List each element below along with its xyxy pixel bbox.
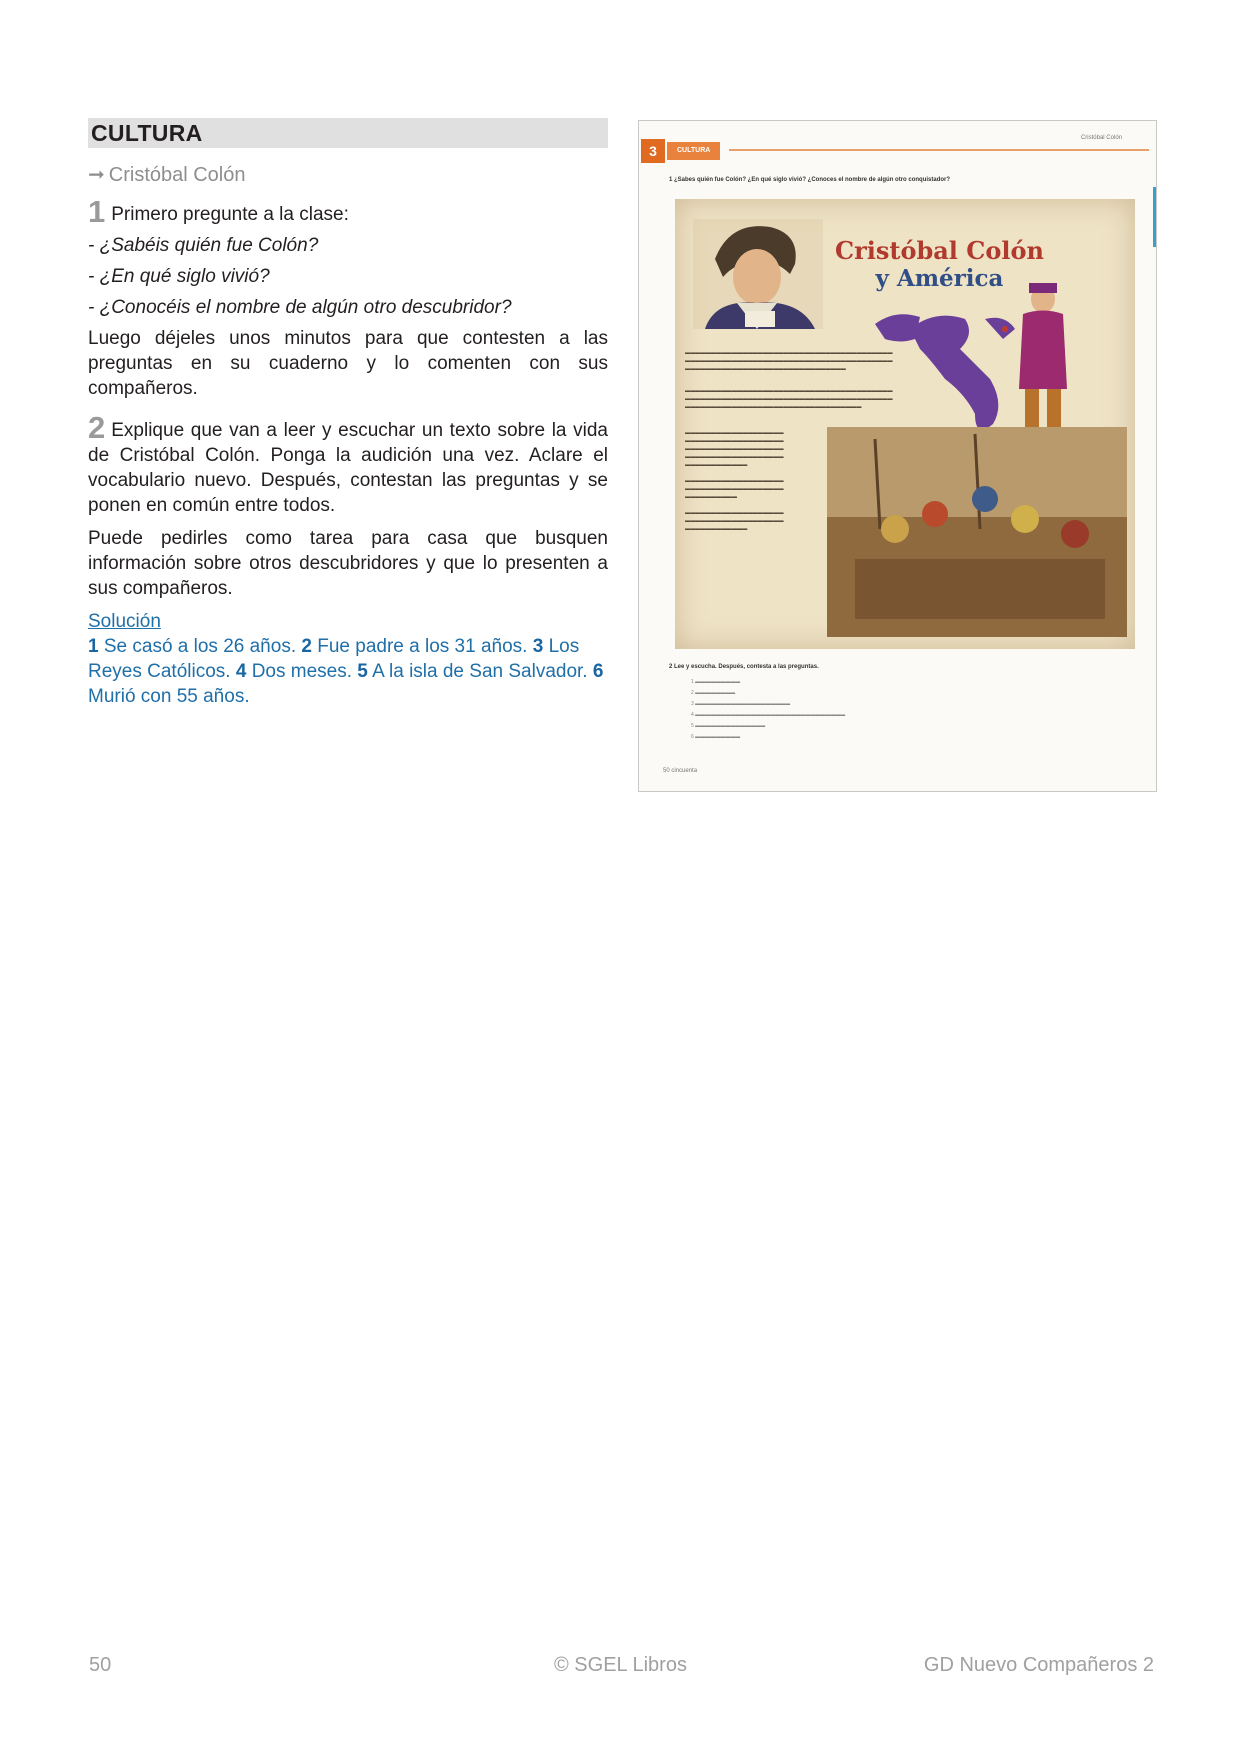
poster-title-line-2: y América [875,265,1004,292]
step-1-body: Luego déjeles unos minutos para que contesten a las preguntas en su cuaderno y lo comenten con sus compañeros. [88,328,608,399]
homework-note: Puede pedirles como tarea para casa que busquen información sobre otros descubridores y que lo presenten a sus compañeros. [88,528,608,599]
answer-text: Murió con 55 años. [88,686,250,707]
thumbnail-question-1: 1 ¿Sabes quién fue Colón? ¿En qué siglo vivió? ¿Conoces el nombre de algún otro conquistador? [669,177,951,183]
unit-tag: CULTURA [667,142,720,160]
answer-text: Dos meses. [251,661,353,682]
columbus-poster [675,199,1135,649]
answer-number: 5 [357,661,368,682]
answer-number: 2 [301,636,312,657]
page-number: 50 [89,1654,112,1676]
book-title: GD Nuevo Compañeros 2 [923,1654,1154,1676]
landing-painting-icon [827,427,1127,637]
step-2-text: Explique que van a leer y escuchar un texto sobre la vida de Cristóbal Colón. Ponga la audición una vez. Aclare el vocabulario nuevo. Después, contestan las preguntas y se ponen en común entre todos. [88,420,608,516]
answer-number: 3 [532,636,544,657]
step-number: 1 [88,194,106,229]
student-book-page-thumbnail [638,120,1157,792]
explorer-figure-icon [1019,283,1067,429]
step-1-intro [88,194,608,229]
answer-number: 6 [592,661,604,682]
answer-text: Se casó a los 26 años. [103,636,297,657]
thumbnail-corner-label: Cristóbal Colón [1080,135,1122,141]
step-2 [88,410,608,518]
teacher-notes [88,118,608,709]
section-title: CULTURA [88,118,608,148]
thumbnail-question-list: 1 ▬▬▬▬▬▬▬▬▬ 2 ▬▬▬▬▬▬▬▬ 3 ▬▬▬▬▬▬▬▬▬▬▬▬▬▬▬▬▬▬▬ 4 ▬▬▬▬▬▬▬▬▬▬▬▬▬▬▬▬▬▬▬▬▬▬▬▬▬▬▬▬▬▬ 5 ▬▬▬▬▬▬▬▬▬▬▬▬▬▬ 6 ▬▬▬▬▬▬▬▬▬ [691,679,846,740]
poster-text-block: ▬▬▬▬▬▬▬▬▬▬▬▬▬▬▬▬▬▬▬▬▬▬▬▬▬▬▬▬▬▬▬▬▬▬▬▬▬▬▬▬ ▬▬▬▬▬▬▬▬▬▬▬▬▬▬▬▬▬▬▬▬▬▬▬▬▬▬▬▬▬▬▬▬▬▬▬▬▬▬▬▬ ▬▬▬▬▬▬▬▬▬▬▬▬▬▬▬▬▬▬▬▬▬▬▬▬▬▬▬▬▬▬▬▬▬▬ [685,388,893,410]
header-rule [729,149,1149,151]
poster-text-block: ▬▬▬▬▬▬▬▬▬▬▬▬▬▬▬▬▬▬▬ ▬▬▬▬▬▬▬▬▬▬▬▬▬▬▬▬▬▬▬ ▬▬▬▬▬▬▬▬▬▬▬▬▬▬▬▬▬▬▬ ▬▬▬▬▬▬▬▬▬▬▬▬▬▬▬▬▬▬▬ ▬▬▬▬▬▬▬▬▬▬▬▬ ▬▬▬▬▬▬▬▬▬▬▬▬▬▬▬▬▬▬▬ ▬▬▬▬▬▬▬▬▬▬▬▬▬▬▬▬▬▬▬ ▬▬▬▬▬▬▬▬▬▬ ▬▬▬▬▬▬▬▬▬▬▬▬▬▬▬▬▬▬▬ ▬▬▬▬▬▬▬▬▬▬▬▬▬▬▬▬▬▬▬ ▬▬▬▬▬▬▬▬▬▬▬▬ [685,430,784,532]
step-number: 2 [88,410,106,445]
solution-link[interactable]: Solución [88,611,161,632]
question-2: - ¿En qué siglo vivió? [88,266,270,287]
section-subtitle [88,162,608,187]
subtitle-text: Cristóbal Colón [108,164,246,186]
solution-answers [88,634,608,709]
answer-text: Fue padre a los 31 años. [317,636,528,657]
copyright: © SGEL Libros [554,1654,687,1676]
unit-number: 3 [641,139,665,163]
answer-text: Los Reyes Católicos. [88,636,580,682]
question-1: - ¿Sabéis quién fue Colón? [88,235,319,256]
thumbnail-page-footer: 50 cincuenta [663,768,698,774]
answer-number: 1 [88,636,99,657]
columbus-portrait-icon [693,219,823,329]
answer-text: A la isla de San Salvador. [372,661,588,682]
thumbnail-exercise-2: 2 Lee y escucha. Después, contesta a las preguntas. [669,664,819,670]
answer-number: 4 [235,661,247,682]
question-3: - ¿Conocéis el nombre de algún otro descubridor? [88,297,512,318]
poster-title [835,237,1044,293]
thumbnail-header [641,139,720,163]
page-edge-marker [1153,187,1156,247]
arrow-right-icon: ➞ [88,164,105,186]
step-1-intro-text: Primero pregunte a la clase: [111,204,349,225]
poster-text-block: ▬▬▬▬▬▬▬▬▬▬▬▬▬▬▬▬▬▬▬▬▬▬▬▬▬▬▬▬▬▬▬▬▬▬▬▬▬▬▬▬ ▬▬▬▬▬▬▬▬▬▬▬▬▬▬▬▬▬▬▬▬▬▬▬▬▬▬▬▬▬▬▬▬▬▬▬▬▬▬▬▬ ▬▬▬▬▬▬▬▬▬▬▬▬▬▬▬▬▬▬▬▬▬▬▬▬▬▬▬▬▬▬▬ [685,350,893,372]
poster-title-line-1: Cristóbal Colón [835,236,1044,265]
